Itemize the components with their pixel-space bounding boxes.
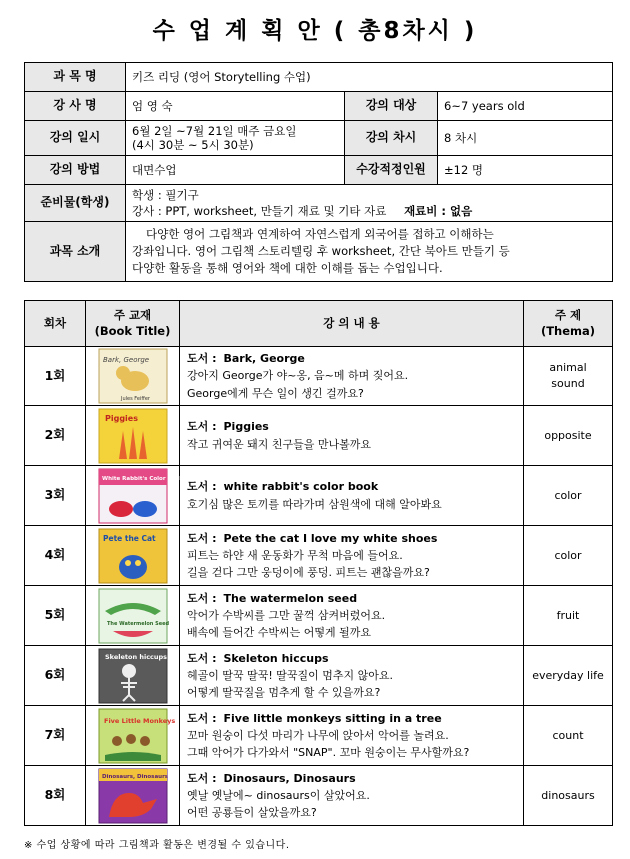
sessions-label: 강의 차시	[345, 121, 438, 156]
theme-line-1: dinosaurs	[541, 788, 595, 802]
course-value: 키즈 리딩 (영어 Storytelling 수업)	[126, 63, 613, 92]
session-content	[180, 347, 524, 406]
target-label: 강의 대상	[345, 92, 438, 121]
theme-line-1: color	[554, 488, 582, 502]
intro-label: 과목 소개	[25, 222, 126, 282]
session-row	[25, 646, 613, 706]
content-line-2: 어떤 공룡들이 살았을까요?	[187, 806, 317, 820]
materials-line-1: 학생 : 필기구	[132, 188, 199, 202]
footnote: ※ 수업 상황에 따라 그림책과 활동은 변경될 수 있습니다.	[24, 840, 290, 851]
session-row	[25, 347, 613, 406]
cover-title: Dinosaurs, Dinosaurs	[101, 773, 168, 780]
theme-line-1: count	[552, 728, 584, 742]
session-row	[25, 466, 613, 526]
materials-label: 준비물(학생)	[25, 185, 126, 222]
book-prefix: 도서 :	[187, 480, 217, 494]
book-cover-five-little-monkeys	[99, 709, 175, 763]
cover-title: Bark, George	[102, 356, 149, 364]
theme-line-1: color	[554, 548, 582, 562]
intro-line-3: 다양한 활동을 통해 영어와 책에 대한 이해를 돕는 수업입니다.	[132, 261, 443, 276]
session-theme	[524, 406, 613, 466]
book-cover-cell	[86, 706, 180, 766]
book-prefix: 도서 :	[187, 420, 217, 434]
session-theme	[524, 347, 613, 406]
session-number: 4회	[25, 526, 86, 586]
session-number: 8회	[25, 766, 86, 826]
header-book-en: (Book Title)	[94, 323, 171, 338]
book-cover-cell	[86, 347, 180, 406]
header-book-ko: 주 교재	[113, 307, 152, 322]
session-theme	[524, 466, 613, 526]
book-prefix: 도서 :	[187, 352, 217, 366]
content-line-1: 헤골이 딸꾹 딸꾹! 딸꾹질이 멈추지 않아요.	[187, 668, 394, 682]
book-prefix: 도서 :	[187, 651, 217, 665]
book-prefix: 도서 :	[187, 711, 217, 725]
session-row	[25, 586, 613, 646]
cover-title: White Rabbit's Color Book	[101, 475, 183, 482]
content-line-1: 꼬마 원숭이 다섯 마리가 나무에 앉아서 악어를 놀려요.	[187, 728, 449, 742]
book-title: Bark, George	[223, 352, 305, 366]
session-number: 5회	[25, 586, 86, 646]
theme-line-1: animal	[549, 361, 587, 375]
content-line-2: 배속에 들어간 수박씨는 어떻게 될까요	[187, 626, 372, 640]
session-number: 6회	[25, 646, 86, 706]
book-title: Piggies	[223, 420, 269, 434]
session-theme	[524, 706, 613, 766]
intro-line-1: 다양한 영어 그림책과 연계하여 자연스럽게 외국어를 접하고 이해하는	[146, 226, 494, 241]
schedule-label: 강의 일시	[25, 121, 126, 156]
method-value: 대면수업	[126, 156, 345, 185]
book-cover-pete-the-cat	[99, 529, 167, 583]
content-line-1: 강아지 George가 야~옹, 음~메 하며 짖어요.	[187, 369, 409, 383]
session-row	[25, 706, 613, 766]
course-label: 과 목 명	[25, 63, 126, 92]
theme-line-2: sound	[551, 377, 585, 390]
book-title: The watermelon seed	[223, 591, 358, 605]
session-theme	[524, 646, 613, 706]
cover-title: Pete the Cat	[102, 533, 156, 543]
schedule-value	[126, 121, 345, 156]
instructor-label: 강 사 명	[25, 92, 126, 121]
content-line-1: 악어가 수박씨를 그만 꿀꺽 삼켜버렸어요.	[187, 608, 386, 622]
book-title: Pete the cat I love my white shoes	[223, 531, 438, 545]
cover-title: Piggies	[104, 413, 138, 423]
book-prefix: 도서 :	[187, 531, 217, 545]
book-cover-cell	[86, 586, 180, 646]
header-session: 회차	[25, 301, 86, 347]
book-cover-cell	[86, 766, 180, 826]
session-row	[25, 766, 613, 826]
capacity-label: 수강적정인원	[345, 156, 438, 185]
book-cover-cell	[86, 526, 180, 586]
method-label: 강의 방법	[25, 156, 126, 185]
session-number: 1회	[25, 347, 86, 406]
book-cover-skeleton-hiccups	[99, 649, 167, 703]
materials-line-2-wrap	[132, 203, 606, 219]
session-content	[180, 406, 524, 466]
capacity-value: ±12 명	[438, 156, 613, 185]
intro-line-2: 강좌입니다. 영어 그림책 스토리텔링 후 worksheet, 간단 북아트 만들기 등	[132, 244, 510, 259]
session-content	[180, 526, 524, 586]
content-line-1: 피트는 하얀 새 운동화가 무척 마음에 들어요.	[187, 548, 403, 562]
target-value: 6~7 years old	[438, 92, 613, 121]
theme-line-1: opposite	[544, 428, 592, 442]
session-content	[180, 586, 524, 646]
book-cover-cell	[86, 646, 180, 706]
content-line-2: 어떻게 딸꾹질을 멈추게 할 수 있을까요?	[187, 686, 381, 700]
materials-line-2: 강사 : PPT, worksheet, 만들기 재료 및 기타 자료	[132, 204, 387, 219]
cover-title: The Watermelon Seed	[106, 620, 169, 627]
book-title: Five little monkeys sitting in a tree	[223, 711, 442, 725]
book-title: Skeleton hiccups	[223, 651, 329, 665]
theme-line-1: everyday life	[532, 668, 604, 682]
instructor-value: 엄 영 숙	[126, 92, 345, 121]
book-prefix: 도서 :	[187, 591, 217, 605]
book-cover-dinosaurs	[99, 769, 167, 823]
content-line-2: 그때 악어가 다가와서 "SNAP". 꼬마 원숭이는 무사할까요?	[187, 746, 470, 760]
content-line-1: 호기심 많은 토끼를 따라가며 삼원색에 대해 알아봐요	[187, 497, 442, 511]
book-cover-cell	[86, 406, 180, 466]
session-theme	[524, 526, 613, 586]
book-cover-bark-george	[99, 349, 167, 403]
content-line-1: 옛날 옛날에~ dinosaurs이 살았어요.	[187, 788, 370, 802]
content-line-2: 길을 걷다 그만 웅덩이에 풍덩. 피트는 괜찮을까요?	[187, 566, 430, 580]
book-cover-white-rabbit	[99, 469, 183, 523]
theme-line-1: fruit	[556, 608, 580, 622]
course-info-table	[24, 62, 613, 282]
cover-title: Skeleton hiccups	[104, 652, 167, 661]
session-content	[180, 706, 524, 766]
session-number: 3회	[25, 466, 86, 526]
cover-author: Jules Feiffer	[120, 396, 150, 402]
session-content	[180, 766, 524, 826]
session-row	[25, 526, 613, 586]
session-schedule-table	[24, 300, 613, 826]
cover-title: Five Little Monkeys	[103, 716, 175, 725]
content-line-1: 작고 귀여운 돼지 친구들을 만나볼까요	[187, 437, 372, 451]
session-content	[180, 466, 524, 526]
header-theme-en: (Thema)	[540, 323, 596, 338]
session-content	[180, 646, 524, 706]
book-title: Dinosaurs, Dinosaurs	[223, 771, 356, 785]
materials-fee: 재료비 : 없음	[404, 204, 473, 219]
session-theme	[524, 586, 613, 646]
sessions-value: 8 차시	[438, 121, 613, 156]
materials-value	[126, 185, 613, 222]
book-cover-watermelon-seed	[99, 589, 167, 643]
session-theme	[524, 766, 613, 826]
session-row	[25, 406, 613, 466]
book-prefix: 도서 :	[187, 771, 217, 785]
schedule-line-1: 6월 2일 ~7월 21일 매주 금요일	[132, 123, 297, 138]
session-number: 2회	[25, 406, 86, 466]
header-theme	[524, 301, 613, 347]
book-cover-piggies	[99, 409, 167, 463]
book-title: white rabbit's color book	[223, 480, 379, 494]
book-cover-cell	[86, 466, 183, 526]
header-theme-ko: 주 제	[554, 307, 582, 322]
intro-value	[126, 222, 613, 282]
header-book	[86, 301, 180, 347]
content-line-2: George에게 무슨 일이 생긴 걸까요?	[187, 386, 364, 400]
session-number: 7회	[25, 706, 86, 766]
schedule-line-2: (4시 30분 ~ 5시 30분)	[132, 138, 254, 152]
page-title: 수 업 계 획 안 ( 총8차시 )	[152, 18, 478, 44]
header-content: 강 의 내 용	[180, 301, 524, 347]
